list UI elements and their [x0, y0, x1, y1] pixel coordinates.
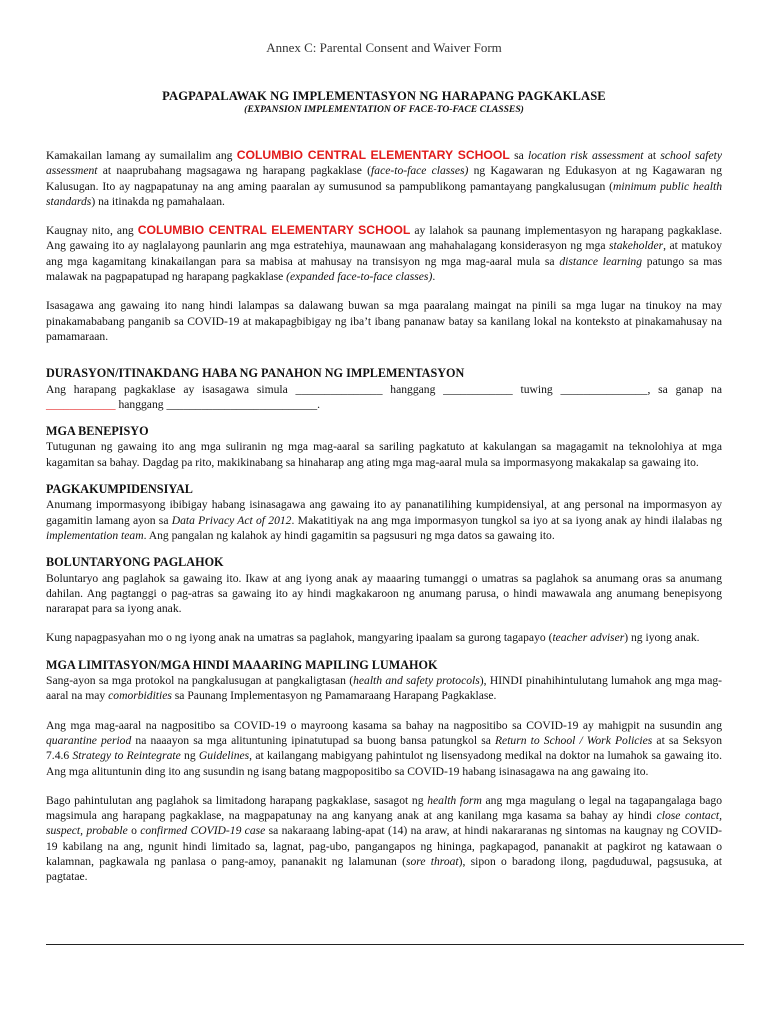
intro-paragraph-1: Kamakailan lamang ay sumailalim ang COLUMBIO CENTRAL ELEMENTARY SCHOOL sa location risk assessment at school safety assessment at naaprubahang magsagawa ng harapang pagkaklase (face-to-face classes) ng Kagawaran ng Edukasyon at ng Kagawaran ng Kalusugan. Ito ay nagpapatunay na ang aming paaralan ay sumusunod sa pampublikong pamantayang pangkalusugan (minimum public health standards) na itinakda ng pamahalaan. [46, 148, 722, 208]
end-time-blank[interactable]: __________________________ [166, 397, 318, 411]
section-heading-duration: DURASYON/ITINAKDANG HABA NG PANAHON NG IMPLEMENTASYON [46, 366, 465, 381]
page-bottom-rule [46, 944, 744, 945]
section-heading-voluntary: BOLUNTARYONG PAGLAHOK [46, 555, 224, 570]
document-body [46, 148, 722, 885]
voluntary-paragraph-2: Kung napagpasyahan mo o ng iyong anak na umatras sa paglahok, mangyaring ipaalam sa gurong tagapayo (teacher adviser) ng iyong anak. [46, 631, 700, 645]
document-title: PAGPAPALAWAK NG IMPLEMENTASYON NG HARAPANG PAGKAKLASE [162, 89, 606, 103]
document-subtitle: (EXPANSION IMPLEMENTATION OF FACE-TO-FACE CLASSES) [244, 104, 524, 115]
annex-label: Annex C: Parental Consent and Waiver Form [266, 40, 502, 55]
benefits-paragraph: Tutugunan ng gawaing ito ang mga suliranin ng mga mag-aaral sa sariling pagkatuto at kakulangan sa magagamit na teknolohiya at mga kagamitan sa bahay. Dagdag pa rito, makikinabang sa hinaharap ang ating mga mag-aaral mula sa impormasyong makakalap sa gawaing ito. [46, 440, 722, 469]
limitations-paragraph-3: Bago pahintulutan ang paglahok sa limitadong harapang pagkaklase, sasagot ng health form ang mga magulang o legal na tagapangalaga bago magsimula ang harapang pagkaklase, na magpapatunay na ang kanyang anak at ang kanilang mga kasama sa bahay ay hindi close contact, suspect, probable o confirmed COVID-19 case sa nakaraang labing-apat (14) na araw, at hindi nakararanas ng sintomas na kaugnay ng COVID-19 kabilang na ang, ngunit hindi limitado sa, lagnat, pag-ubo, pangangapos ng hininga, pagkapagod, pananakit at pagkirot ng katawaan o kalamnan, pagkawala ng panlasa o pang-amoy, pananakit ng lalamunan (sore throat), sipon o baradong ilong, pagduduwal, pagsusuka, at pagtatae. [46, 793, 723, 884]
duration-paragraph: Ang harapang pagkaklase ay isasagawa simula _______________ hanggang ____________ tuwing _______________, sa ganap na ____________ hanggang __________________________. [46, 382, 722, 411]
start-time-blank[interactable]: ____________ [46, 397, 116, 411]
section-heading-limitations: MGA LIMITASYON/MGA HINDI MAAARING MAPILING LUMAHOK [46, 657, 438, 672]
confidentiality-paragraph: Anumang impormasyong ibibigay habang isinasagawa ang gawaing ito ay pananatilihing kumpidensiyal, at ang personal na impormasyon ay gagamitin lamang ayon sa Data Privacy Act of 2012. Makatitiyak na ang mga impormasyon tungkol sa iyo at sa iyong anak ay hindi ilalabas ng implementation team. Ang pangalan ng kalahok ay hindi gagamitin sa pagsusuri ng mga datos sa gawaing ito. [46, 498, 722, 542]
intro-paragraph-3: Isasagawa ang gawaing ito nang hindi lalampas sa dalawang buwan sa mga paaralang maingat na pinili sa mga lugar na tinukoy na may pinakamababang panganib sa COVID-19 at makapagbibigay ng iba’t ibang pananaw batay sa kanilang lokal na konteksto at pinakamahusay na pamamaraan. [46, 299, 722, 343]
school-name: COLUMBIO CENTRAL ELEMENTARY SCHOOL [137, 223, 411, 238]
limitations-paragraph-1: Sang-ayon sa mga protokol na pangkalusugan at pangkaligtasan (health and safety protocols), HINDI pinahihintulutang lumahok ang mga mag-aaral na may comorbidities sa Paunang Implementasyon ng Pamamaraang Harapang Pagkaklase. [46, 674, 723, 703]
school-name: COLUMBIO CENTRAL ELEMENTARY SCHOOL [236, 148, 510, 162]
intro-paragraph-2: Kaugnay nito, ang COLUMBIO CENTRAL ELEMENTARY SCHOOL ay lalahok sa paunang implementasyon ng harapang pagkaklase. Ang gawaing ito ay naglalayong paunlarin ang mga estratehiya, maunawaan ang mahahalagang konsiderasyon ng mga stakeholder, at matukoy ang mga kagamitang kinakailangan para sa mabisa at mahusay na transisyon ng mga mag-aaral mula sa distance learning patungo sa mas malawak na pagpapatupad ng harapang pagkaklase (expanded face-to-face classes). [46, 223, 722, 284]
section-heading-benefits: MGA BENEPISYO [46, 424, 149, 439]
voluntary-paragraph-1: Boluntaryo ang paglahok sa gawaing ito. Ikaw at ang iyong anak ay maaaring tumanggi o umatras sa paglahok sa anumang oras sa anumang dahilan. Ang pagtanggi o pag-atras sa gawaing ito ay hindi magkakaroon ng anumang parusa, o hindi mawawala ang anumang benepisyong nararapat para sa iyong anak. [46, 571, 722, 616]
section-heading-confidentiality: PAGKAKUMPIDENSIYAL [46, 482, 193, 497]
limitations-paragraph-2: Ang mga mag-aaral na nagpositibo sa COVID-19 o mayroong kasama sa bahay na nagpositibo sa COVID-19 ay mahigpit na susundin ang quarantine period na naaayon sa mga alituntuning ipinatutupad sa buong bansa patungkol sa Return to School / Work Policies at sa Seksyon 7.4.6 Strategy to Reintegrate ng Guidelines, at kailangang mabigyang pahintulot ng lisensyadong medikal na doktor na lumahok sa gawaing ito. Ang mga alituntunin ding ito ang susundin ng isang batang magpopositibo sa COVID-19 habang isinasagawa na ang gawaing ito. [46, 718, 722, 778]
start-date-blank[interactable]: _______________ [295, 382, 383, 396]
end-date-blank[interactable]: ____________ [443, 382, 513, 396]
days-blank[interactable]: _______________ [560, 382, 648, 396]
